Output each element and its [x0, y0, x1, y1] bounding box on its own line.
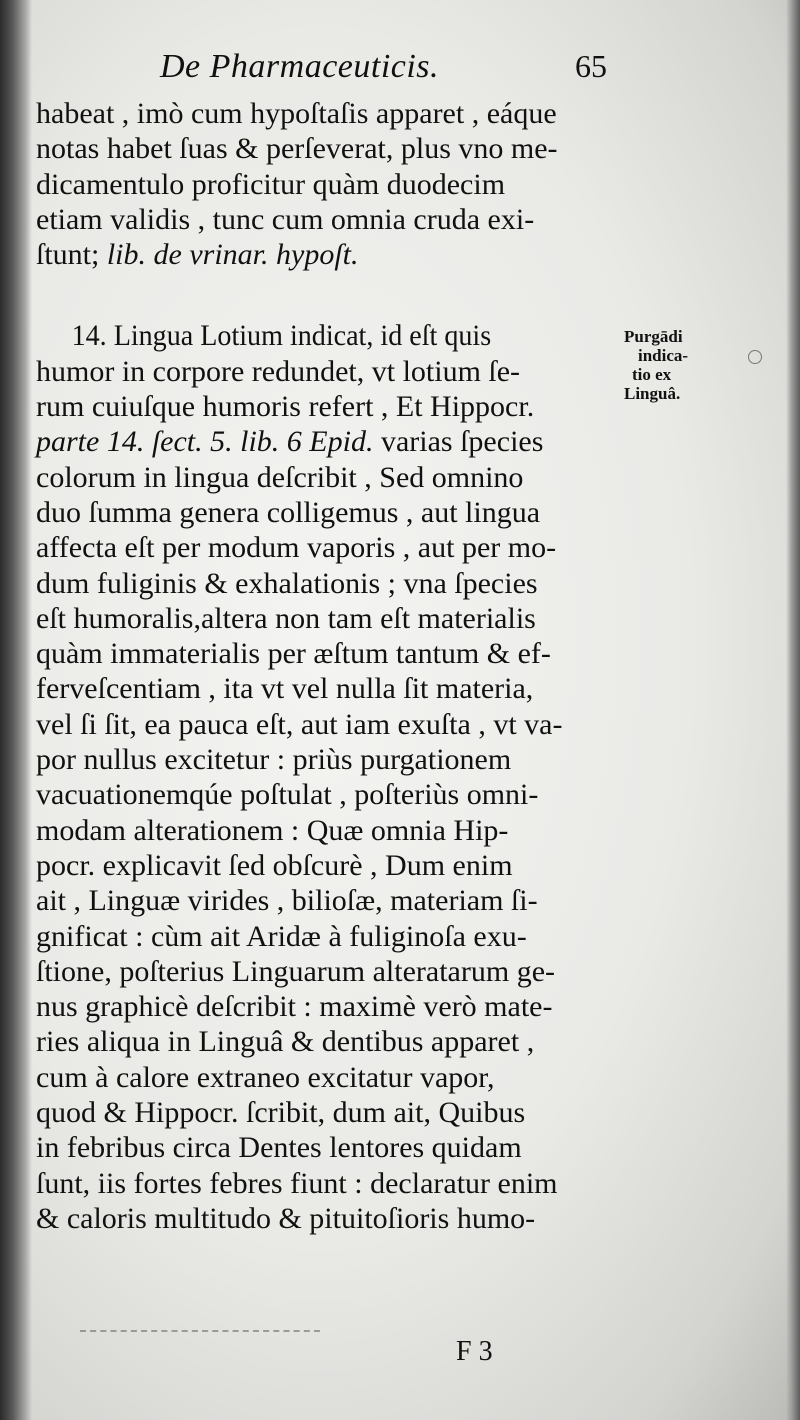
paper-speck	[748, 350, 762, 364]
page-edge	[786, 0, 800, 1420]
text-line: ſtione, poſterius Linguarum alteratarum ge-	[36, 954, 555, 988]
margin-note	[624, 327, 744, 403]
paragraph-1	[36, 96, 626, 272]
citation: parte 14. ſect. 5. lib. 6 Epid.	[36, 425, 374, 459]
text-line: duo ſumma genera colligemus , aut lingua	[36, 495, 541, 529]
text-line: ferveſcentiam , ita vt vel nulla ſit materia,	[36, 672, 534, 706]
running-head: De Pharmaceuticis.	[160, 48, 440, 85]
text-line: vacuationemqúe poſtulat , poſteriùs omni-	[36, 778, 539, 812]
page-rule	[80, 1330, 320, 1332]
text-line: eſt humoralis,altera non tam eſt materialis	[36, 601, 536, 635]
page-header	[160, 48, 620, 92]
text-line: nus graphicè deſcribit : maximè verò mate-	[36, 990, 553, 1024]
text-line: cum à calore extraneo excitatur vapor,	[36, 1060, 495, 1094]
text-line: quàm immaterialis per æſtum tantum & ef-	[36, 637, 551, 671]
text-line: 14. Lingua Lotium indicat, id eſt quis	[71, 319, 492, 353]
text-line: colorum in lingua deſcribit , Sed omnino	[36, 460, 524, 494]
text-run: varias ſpecies	[373, 425, 544, 459]
text-line: affecta eſt per modum vaporis , aut per mo-	[36, 531, 557, 565]
text-line: vel ſi ſit, ea pauca eſt, aut iam exuſta , vt va-	[36, 707, 563, 741]
page-number: 65	[575, 48, 607, 84]
text-line: modam alterationem : Quæ omnia Hip-	[36, 813, 509, 847]
margin-note-line: Linguâ.	[624, 384, 681, 403]
text-line: pocr. explicavit ſed obſcurè , Dum enim	[36, 848, 513, 882]
body-text	[36, 96, 626, 1236]
citation: lib. de vrinar. hypoſt.	[106, 238, 359, 272]
text-line: notas habet ſuas & perſeverat, plus vno me-	[36, 132, 558, 166]
text-line: gnificat : cùm ait Aridæ à fuliginoſa exu-	[36, 919, 527, 953]
signature-mark: F 3	[456, 1336, 493, 1367]
text-line: dum fuliginis & exhalationis ; vna ſpecies	[36, 566, 538, 600]
text-line	[36, 424, 626, 459]
margin-note-line: indica-	[638, 346, 689, 365]
margin-note-line: Purgādi	[624, 327, 683, 346]
text-line: quod & Hippocr. ſcribit, dum ait, Quibus	[36, 1096, 526, 1130]
paragraph-2-continued	[36, 460, 626, 1237]
text-line: ait , Linguæ virides , bilioſæ, materiam ſi-	[36, 884, 538, 918]
margin-note-line: tio ex	[632, 365, 672, 384]
text-line: por nullus excitetur : priùs purgationem	[36, 743, 512, 777]
binding-gutter	[0, 0, 32, 1420]
text-line: etiam validis , tunc cum omnia cruda exi-	[36, 202, 535, 236]
text-line: ries aliqua in Linguâ & dentibus apparet ,	[36, 1025, 535, 1059]
text-line: habeat , imò cum hypoſtaſis apparet , eáque	[36, 97, 557, 130]
text-line: in febribus circa Dentes lentores quidam	[36, 1131, 522, 1165]
text-run: ſtunt;	[36, 238, 107, 272]
paragraph-2	[36, 318, 626, 1236]
text-line: dicamentulo proficitur quàm duodecim	[36, 167, 506, 201]
text-line	[36, 237, 626, 272]
text-line: ſunt, iis fortes febres fiunt : declaratur enim	[36, 1166, 558, 1200]
text-line: rum cuiuſque humoris refert , Et Hippocr.	[36, 390, 535, 424]
paragraph-gap	[36, 272, 626, 318]
text-line: & caloris multitudo & pituitoſioris humo-	[36, 1201, 536, 1235]
text-line: humor in corpore redundet, vt lotium ſe-	[36, 354, 521, 388]
